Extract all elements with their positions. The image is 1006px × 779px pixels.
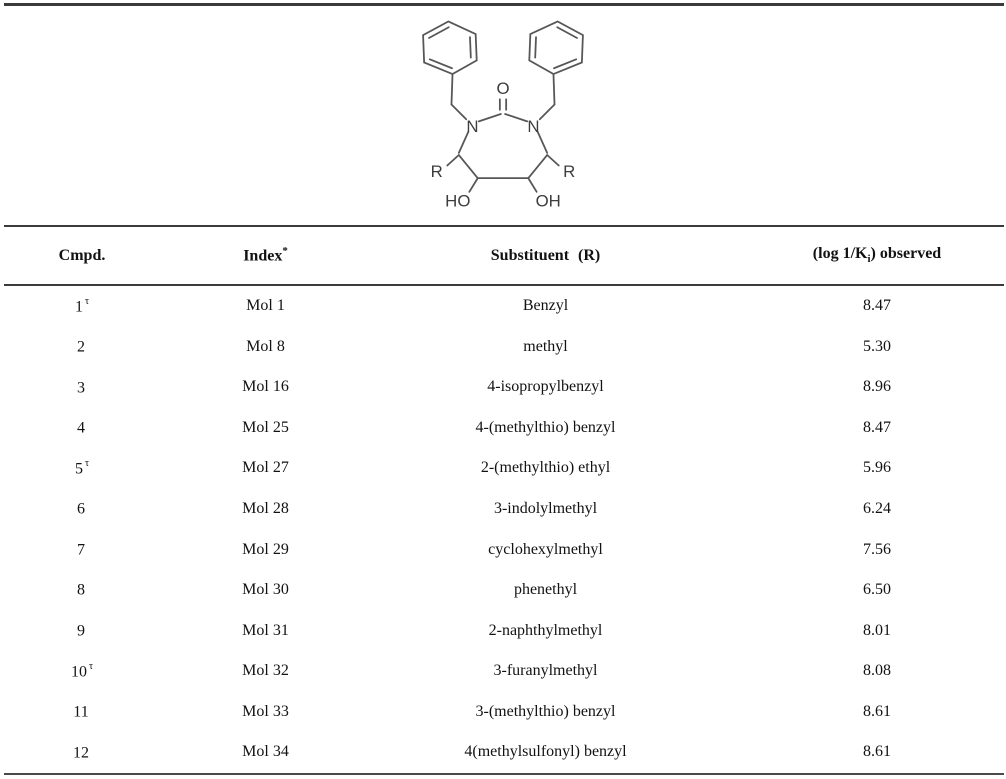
value-cell: 6.50 <box>863 581 891 599</box>
value-cell: 8.47 <box>863 297 891 315</box>
index-cell: Mol 1 <box>246 297 285 315</box>
ki-subscript: i <box>867 253 871 266</box>
cmpd-cell: 1 $^\tau$ <box>74 295 90 315</box>
value-cell: 7.56 <box>863 540 891 558</box>
phenyl-ring-right <box>529 21 583 74</box>
header-logki: (log $1/K_i$) observed <box>812 245 942 266</box>
index-asterisk: * <box>282 245 288 258</box>
table-body <box>0 286 1006 773</box>
substituent-cell: 2-naphthylmethyl <box>488 621 603 639</box>
seven-membered-ring <box>459 132 547 178</box>
cmpd-cell: 9 <box>77 622 85 640</box>
cmpd-superscript: τ <box>84 457 90 469</box>
page <box>0 3 1006 779</box>
cmpd-cell: 8 <box>77 581 85 599</box>
cmpd-cell: 11 <box>73 703 89 721</box>
substituent-cell: Benzyl <box>522 297 569 315</box>
value-cell: 8.96 <box>863 378 891 396</box>
substituent-cell: 3-indolylmethyl <box>493 500 598 517</box>
substituent-cell: 2-(methylthio) ethyl <box>480 459 611 477</box>
table-row <box>0 286 1006 327</box>
cmpd-cell: 2 <box>77 338 85 356</box>
substituent-cell: 4-isopropylbenzyl <box>487 378 604 396</box>
substituent-cell: 4-(methylthio) benzyl <box>475 418 616 436</box>
header-cmpd: Cmpd. <box>58 246 106 264</box>
nitrogen-right-label: N <box>527 116 540 136</box>
value-cell: 6.24 <box>863 500 891 517</box>
cmpd-superscript: τ <box>84 295 90 307</box>
urea-carbonyl <box>479 99 527 121</box>
carbonyl-o-label: O <box>496 79 510 99</box>
table-row <box>0 651 1006 692</box>
value-cell: 8.61 <box>863 743 891 761</box>
substituent-cell: methyl <box>523 337 568 355</box>
benzyl-linker-left <box>451 74 466 119</box>
table-row <box>0 448 1006 489</box>
cmpd-cell: 5 $^\tau$ <box>74 457 90 478</box>
bottom-rule <box>4 773 1004 775</box>
table-row <box>0 489 1006 530</box>
cmpd-superscript: τ <box>88 660 94 672</box>
table-header <box>0 227 1006 284</box>
value-cell: 8.47 <box>863 418 891 436</box>
value-cell: 5.30 <box>863 337 891 355</box>
cmpd-cell: 10 $^\tau$ <box>70 660 94 680</box>
value-cell: 8.01 <box>863 621 891 639</box>
header-substituent: Substituent (R) <box>490 246 601 264</box>
substituent-cell: 4(methylsulfonyl) benzyl <box>464 743 627 761</box>
header-index: Index* <box>243 245 288 265</box>
cmpd-cell: 3 <box>77 379 85 397</box>
table-row <box>0 408 1006 449</box>
index-cell: Mol 34 <box>242 743 289 761</box>
cmpd-cell: 12 <box>73 743 89 761</box>
table-row <box>0 610 1006 651</box>
substituent-cell: phenethyl <box>513 581 578 599</box>
table-row <box>0 570 1006 611</box>
table-row <box>0 327 1006 368</box>
structure-section <box>0 6 1006 225</box>
index-cell: Mol 31 <box>242 621 289 639</box>
table-row <box>0 367 1006 408</box>
cmpd-cell: 4 <box>77 419 85 437</box>
index-cell: Mol 16 <box>242 378 289 396</box>
index-cell: Mol 30 <box>242 581 289 599</box>
index-cell: Mol 8 <box>246 337 285 355</box>
hydroxyl-right-label: OH <box>535 191 561 211</box>
index-cell: Mol 27 <box>242 459 289 477</box>
cmpd-cell: 7 <box>77 541 85 559</box>
index-cell: Mol 32 <box>242 662 289 680</box>
substituent-cell: cyclohexylmethyl <box>488 540 603 558</box>
r-right-label: R <box>563 162 576 182</box>
substituent-cell: 3-furanylmethyl <box>493 662 598 680</box>
hydroxyl-left-label: HO <box>445 191 471 211</box>
value-cell: 8.08 <box>863 662 891 680</box>
chemical-structure <box>401 13 605 215</box>
r-left-label: R <box>430 162 443 182</box>
value-cell: 5.96 <box>863 459 891 477</box>
benzyl-linker-right <box>540 74 555 119</box>
phenyl-ring-left <box>423 21 477 74</box>
table-row <box>0 732 1006 773</box>
index-cell: Mol 33 <box>242 702 289 720</box>
index-cell: Mol 28 <box>242 500 289 517</box>
substituent-cell: 3-(methylthio) benzyl <box>475 702 616 720</box>
index-cell: Mol 25 <box>242 418 289 436</box>
table-row <box>0 691 1006 732</box>
cmpd-cell: 6 <box>77 500 85 518</box>
index-cell: Mol 29 <box>242 540 289 558</box>
nitrogen-left-label: N <box>466 116 479 136</box>
table-row <box>0 529 1006 570</box>
value-cell: 8.61 <box>863 702 891 720</box>
